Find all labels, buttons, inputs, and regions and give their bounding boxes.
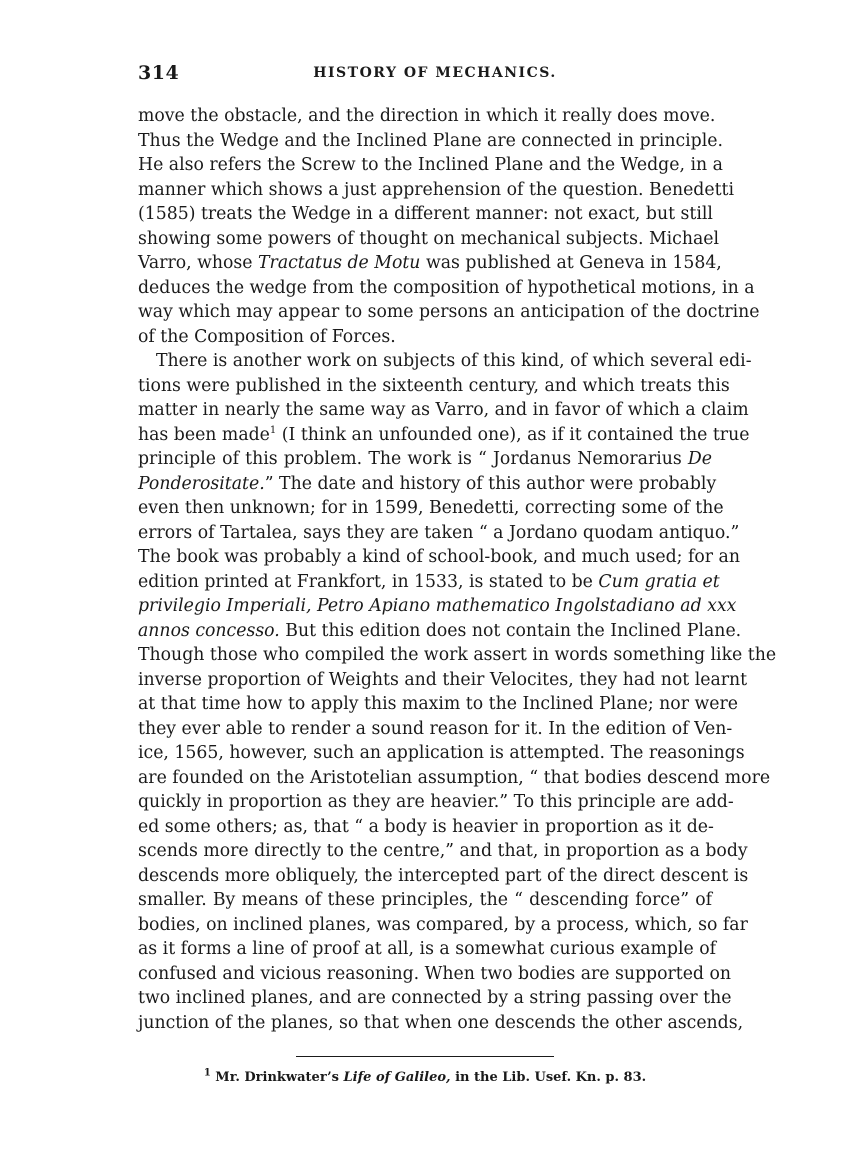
- text-line: Though those who compiled the work assert in words something like the: [138, 645, 777, 665]
- footnote-reference: 1: [269, 424, 277, 436]
- text-line: are founded on the Aristotelian assumption, “ that bodies descend more: [138, 767, 771, 788]
- text-line: bodies, on inclined planes, was compared, by a process, which, so far: [138, 914, 748, 935]
- text-line: confused and vicious reasoning. When two bodies are supported on: [138, 963, 732, 984]
- text-line: descends more obliquely, the intercepted part of the direct descent is: [138, 865, 749, 886]
- footnote-text-before: Mr. Drinkwater’s: [210, 1070, 344, 1085]
- line-text: But this edition does not contain the Inclined Plane.: [279, 620, 742, 641]
- italic-text: privilegio Imperiali, Petro Apiano mathematico Ingolstadiano ad xxx: [138, 596, 737, 616]
- text-line: Thus the Wedge and the Inclined Plane are connected in principle.: [138, 130, 723, 151]
- text-line: junction of the planes, so that when one descends the other ascends,: [138, 1012, 744, 1033]
- text-line: smaller. By means of these principles, the “ descending force” of: [138, 890, 712, 910]
- body-text: [138, 104, 777, 1035]
- text-line: quickly in proportion as they are heavier.” To this principle are add-: [138, 792, 734, 812]
- text-line: they ever able to render a sound reason for it. In the edition of Ven-: [138, 718, 733, 739]
- text-line: inverse proportion of Weights and their Velocites, they had not learnt: [138, 669, 748, 690]
- italic-text: Tractatus de Motu: [258, 253, 421, 273]
- running-title: HISTORY OF MECHANICS.: [313, 65, 557, 81]
- page-header: [138, 62, 712, 86]
- text-line: of the Composition of Forces.: [138, 326, 396, 347]
- footnote-text-after: in the Lib. Usef. Kn. p. 83.: [450, 1070, 647, 1085]
- text-line: He also refers the Screw to the Inclined Plane and the Wedge, in a: [138, 155, 723, 175]
- line-text: (I think an unfounded one), as if it contained the true: [276, 424, 750, 445]
- text-line: (1585) treats the Wedge in a different manner: not exact, but still: [138, 204, 713, 224]
- text-line: ice, 1565, however, such an application is attempted. The reasonings: [138, 743, 745, 763]
- text-line: deduces the wedge from the composition of hypothetical motions, in a: [138, 277, 755, 298]
- text-line: way which may appear to some persons an anticipation of the doctrine: [138, 302, 760, 322]
- text-line: as it forms a line of proof at all, is a somewhat curious example of: [138, 939, 717, 959]
- text-line: [138, 594, 737, 619]
- text-line: [138, 251, 722, 276]
- italic-text: annos concesso.: [138, 620, 280, 641]
- text-line: showing some powers of thought on mechanical subjects. Michael: [138, 228, 720, 249]
- text-line: tions were published in the sixteenth century, and which treats this: [138, 375, 730, 396]
- line-text: principle of this problem. The work is “ Jordanus Nemorarius: [138, 449, 688, 469]
- text-line: [138, 619, 742, 644]
- line-text: was published at Geneva in 1584,: [420, 253, 722, 273]
- text-line: [138, 423, 750, 448]
- line-text: edition printed at Frankfort, in 1533, is stated to be: [138, 571, 599, 592]
- line-text: has been made: [138, 424, 270, 445]
- text-line: ed some others; as, that “ a body is heavier in proportion as it de-: [138, 816, 714, 837]
- line-text: Varro, whose: [138, 253, 259, 273]
- text-line: matter in nearly the same way as Varro, and in favor of which a claim: [138, 400, 749, 420]
- text-line: two inclined planes, and are connected by a string passing over the: [138, 988, 732, 1008]
- text-line: manner which shows a just apprehension of the question. Benedetti: [138, 179, 735, 200]
- italic-text: Ponderositate.: [138, 473, 265, 494]
- italic-text: De: [687, 449, 712, 469]
- text-line: at that time how to apply this maxim to the Inclined Plane; nor were: [138, 694, 738, 714]
- footnote: [138, 1067, 712, 1085]
- text-line: There is another work on subjects of this kind, of which several edi-: [156, 351, 752, 371]
- footnote-rule: [296, 1056, 554, 1057]
- text-line: even then unknown; for in 1599, Benedetti, correcting some of the: [138, 498, 724, 518]
- text-line: [138, 570, 720, 595]
- footnote-marker: 1: [203, 1067, 211, 1079]
- page-number: 314: [138, 62, 180, 84]
- text-line: scends more directly to the centre,” and that, in proportion as a body: [138, 841, 748, 861]
- italic-text: Cum gratia et: [598, 571, 720, 592]
- text-line: [138, 447, 712, 472]
- text-line: errors of Tartalea, says they are taken “ a Jordano quodam antiquo.”: [138, 522, 740, 543]
- text-line: The book was probably a kind of school-book, and much used; for an: [138, 547, 740, 567]
- footnote-italic-title: Life of Galileo,: [343, 1070, 451, 1085]
- text-line: move the obstacle, and the direction in which it really does move.: [138, 106, 716, 126]
- text-line: [138, 472, 717, 497]
- line-text: ” The date and history of this author were probably: [264, 473, 717, 494]
